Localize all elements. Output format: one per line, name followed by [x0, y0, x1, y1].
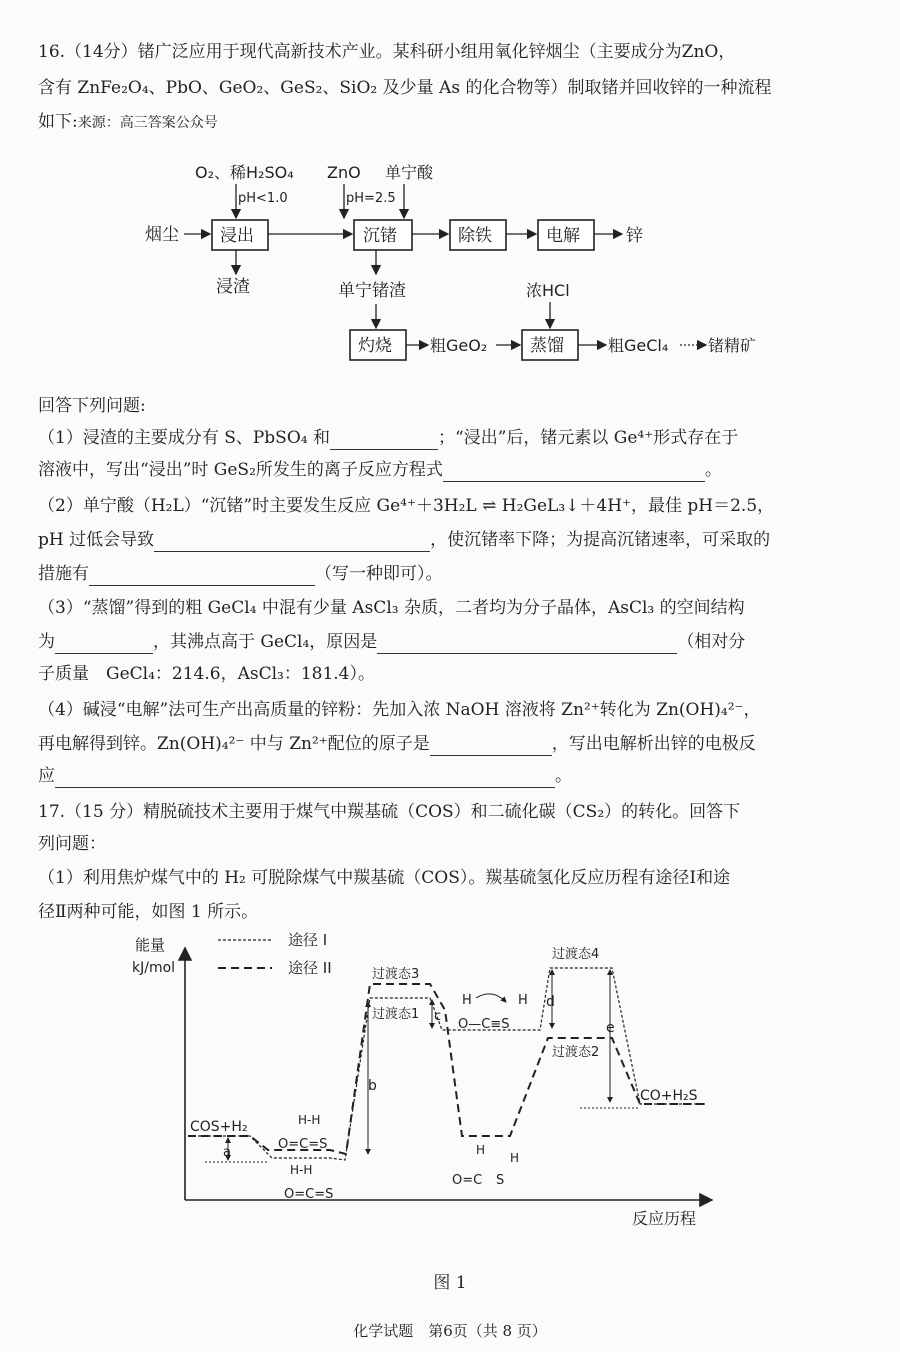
ts1-label: 过渡态1 — [372, 1007, 420, 1022]
figure-caption: 图 1 — [433, 1273, 467, 1293]
mark-b: b — [368, 1078, 377, 1094]
feed-label: 烟尘 — [145, 225, 179, 245]
y-axis-label-1: 能量 — [135, 936, 166, 954]
q16-p2-line2-b: ，使沉锗率下降；为提高沉锗速率，可采取的 — [430, 530, 771, 550]
product-zn: 锌 — [626, 226, 643, 246]
answer-blank-1[interactable] — [330, 431, 438, 450]
condition-ph1: pH<1.0 — [238, 191, 288, 206]
process-flowchart — [0, 150, 900, 380]
q16-p4-line3-a: 应 — [38, 766, 55, 786]
mark-a: a — [223, 1145, 231, 1160]
struct-ocs-2: O=C=S — [284, 1187, 334, 1202]
mark-c: c — [434, 1009, 442, 1024]
q16-p4-line2-b: ，写出电解析出锌的电极反 — [551, 734, 756, 754]
mark-d: d — [546, 994, 555, 1010]
reactant-label: COS+H₂ — [190, 1119, 248, 1135]
product-ge: 锗精矿 — [708, 336, 757, 355]
legend-label-path2: 途径 II — [288, 959, 332, 977]
ts4-label: 过渡态4 — [552, 947, 600, 962]
struct-h-right: H — [518, 993, 528, 1008]
ts2-label: 过渡态2 — [552, 1045, 600, 1060]
product-label: CO+H₂S — [640, 1088, 698, 1104]
struct-ocs-1: O=C=S — [278, 1137, 328, 1152]
box-iron-label: 除铁 — [458, 226, 492, 246]
q16-p4-line3-b: 。 — [555, 766, 572, 786]
legend-label-path1: 途径 I — [288, 931, 328, 949]
q16-p1-line2-b: 。 — [704, 460, 722, 480]
path-2-curve — [188, 984, 705, 1154]
reagent-hcl: 浓HCl — [526, 281, 570, 300]
q16-p2-line1: （2）单宁酸（H₂L）“沉锗”时主要发生反应 Ge⁴⁺＋3H₂L ⇌ H₂GeL₃↓＋4H⁺，最佳 pH＝2.5， — [38, 496, 775, 516]
answer-blank-4[interactable] — [89, 567, 315, 586]
condition-ph2: pH=2.5 — [346, 191, 396, 206]
box-burn-label: 灼烧 — [358, 336, 392, 356]
residue1-label: 浸渣 — [216, 277, 250, 297]
box-precip-label: 沉锗 — [363, 226, 397, 246]
box-electro-label: 电解 — [546, 226, 580, 246]
q16-p2-line3-b: （写一种即可）。 — [315, 564, 443, 584]
struct-h-low-1: H — [476, 1143, 486, 1157]
q16-header-line3-text: 如下: — [38, 112, 78, 132]
q16-p4-line2-a: 再电解得到锌。Zn(OH)₄²⁻ 中与 Zn²⁺配位的原子是 — [38, 734, 430, 754]
ts3-label: 过渡态3 — [372, 967, 420, 982]
struct-hh-2: H-H — [290, 1163, 313, 1177]
crude-gecl4: 粗GeCl₄ — [608, 336, 669, 355]
q16-p2-line2-a: pH 过低会导致 — [38, 530, 155, 550]
reagent-tannic: 单宁酸 — [385, 163, 434, 182]
struct-ocs-3: O—C≡S — [458, 1017, 510, 1032]
answer-intro: 回答下列问题: — [38, 396, 146, 416]
q16-p1-line1-a: （1）浸渣的主要成分有 S、PbSO₄ 和 — [38, 428, 330, 448]
q16-p1-line2 — [38, 458, 722, 482]
struct-s-low: S — [496, 1173, 505, 1188]
struct-h-left: H — [462, 993, 472, 1008]
q16-p3-line3: 子质量 GeCl₄：214.6，AsCl₃：181.4）。 — [38, 664, 375, 684]
q16-header-line3 — [38, 110, 218, 135]
box-distill-label: 蒸馏 — [530, 336, 564, 356]
q16-header-line1: 16.（14分）锗广泛应用于现代高新技术产业。某科研小组用氧化锌烟尘（主要成分为ZnO， — [38, 42, 736, 62]
answer-blank-7[interactable] — [430, 737, 552, 756]
path-1-curve — [188, 968, 705, 1160]
q17-p1-line2: 径Ⅱ两种可能，如图 1 所示。 — [38, 902, 259, 922]
answer-blank-2[interactable] — [443, 463, 705, 482]
q16-p2-line3 — [38, 562, 443, 586]
reagent-zno: ZnO — [327, 163, 361, 182]
answer-blank-5[interactable] — [55, 635, 153, 654]
answer-blank-8[interactable] — [55, 769, 555, 788]
y-axis-label-2: kJ/mol — [132, 960, 176, 976]
q16-p3-line2-b: ，其沸点高于 GeCl₄，原因是 — [153, 632, 378, 652]
mark-e: e — [606, 1020, 615, 1036]
page-footer: 化学试题 第6页（共 8 页） — [353, 1322, 547, 1340]
source-note: 来源：高三答案公众号 — [77, 115, 218, 131]
answer-blank-6[interactable] — [377, 635, 677, 654]
q16-p4-line3 — [38, 764, 572, 788]
q17-p1-line1: （1）利用焦炉煤气中的 H₂ 可脱除煤气中羰基硫（COS）。羰基硫氢化反应历程有途径Ⅰ和途 — [38, 868, 731, 888]
q16-p4-line1: （4）碱浸“电解”法可生产出高质量的锌粉：先加入浓 NaOH 溶液将 Zn²⁺转化为 Zn(OH)₄²⁻， — [38, 700, 761, 720]
q16-p1-line1-b: ；“浸出”后，锗元素以 Ge⁴⁺形式存在于 — [438, 428, 739, 448]
residue2-label: 单宁锗渣 — [338, 281, 406, 301]
q16-p4-line2 — [38, 732, 756, 756]
q16-p1-line1 — [38, 426, 738, 450]
q16-p3-line2-c: （相对分 — [677, 632, 746, 652]
q16-p2-line2 — [38, 528, 770, 552]
q16-p3-line1: （3）“蒸馏”得到的粗 GeCl₄ 中混有少量 AsCl₃ 杂质，二者均为分子晶体，AsCl₃ 的空间结构 — [38, 598, 745, 618]
q17-header-line2: 列问题： — [38, 834, 106, 854]
q16-p2-line3-a: 措施有 — [38, 564, 89, 584]
energy-diagram — [0, 928, 900, 1258]
struct-hh-1: H-H — [298, 1113, 321, 1127]
x-axis-label: 反应历程 — [632, 1209, 697, 1228]
q17-header-line1: 17.（15 分）精脱硫技术主要用于煤气中羰基硫（COS）和二硫化碳（CS₂）的转化。回答下 — [38, 802, 741, 822]
crude-geo2: 粗GeO₂ — [430, 336, 488, 355]
reagent-o2-h2so4: O₂、稀H₂SO₄ — [195, 163, 294, 182]
struct-h-low-2: H — [510, 1151, 520, 1165]
q16-p3-line2-a: 为 — [38, 632, 55, 652]
q16-p1-line2-a: 溶液中，写出“浸出”时 GeS₂所发生的离子反应方程式 — [38, 460, 443, 480]
box-leach-label: 浸出 — [220, 226, 254, 246]
h-transfer-arrow — [476, 994, 506, 1002]
answer-blank-3[interactable] — [154, 533, 430, 552]
q16-p3-line2 — [38, 630, 745, 654]
q16-header-line2: 含有 ZnFe₂O₄、PbO、GeO₂、GeS₂、SiO₂ 及少量 As 的化合物等）制取锗并回收锌的一种流程 — [38, 78, 772, 98]
struct-ocs-low: O=C — [452, 1173, 483, 1188]
